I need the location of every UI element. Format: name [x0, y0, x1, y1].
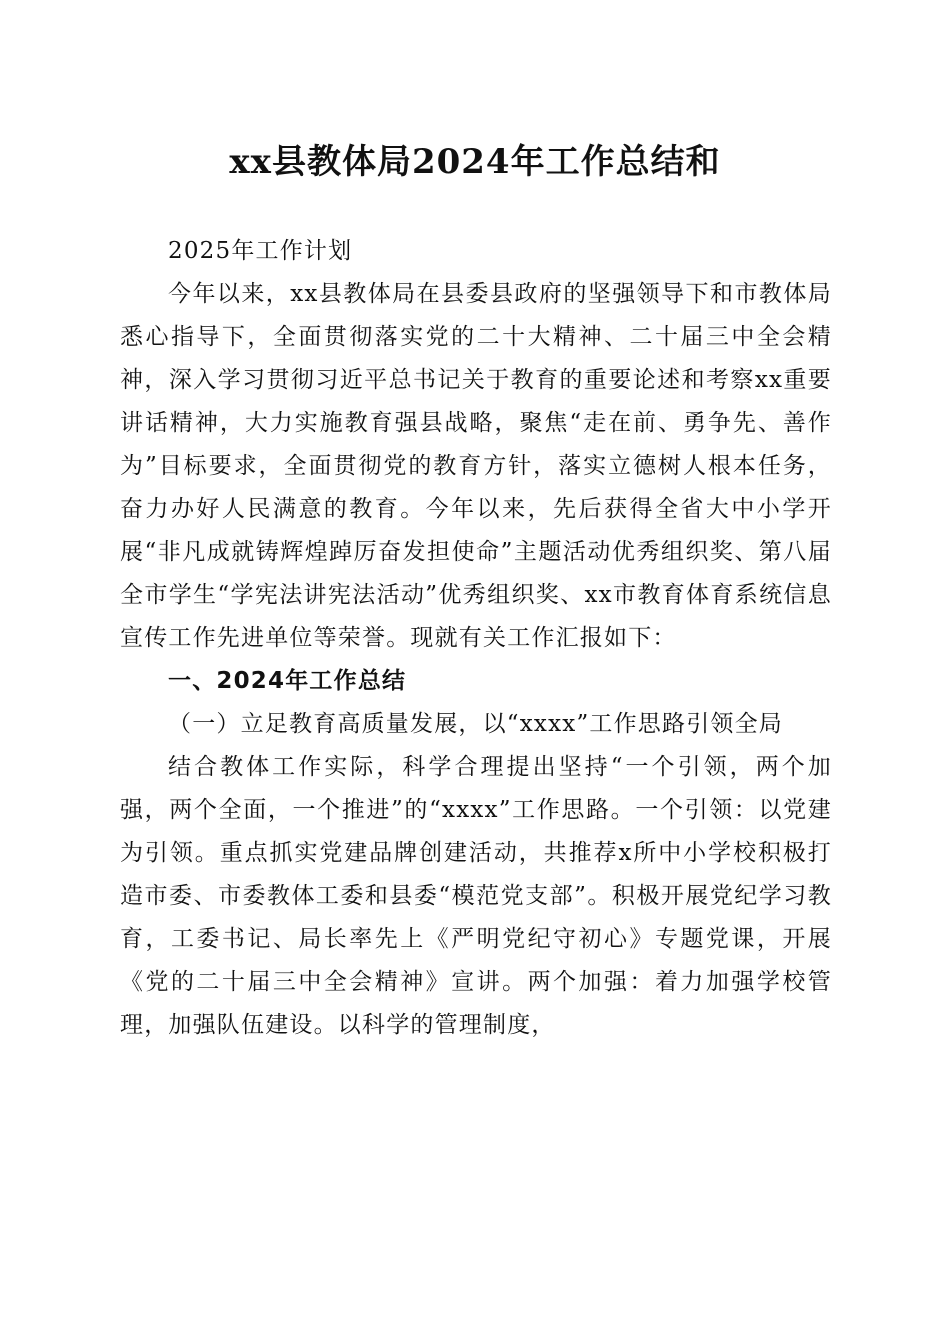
document-subtitle: 2025年工作计划 — [168, 238, 353, 264]
subsection-heading-1: （一）立足教育高质量发展，以“xxxx”工作思路引领全局 — [168, 711, 784, 737]
body-paragraph-1: 结合教体工作实际，科学合理提出坚持“一个引领，两个加强，两个全面，一个推进”的“xxxx”工作思路。一个引领：以党建为引领。重点抓实党建品牌创建活动，共推荐x所中小学校积极打造市委、市委教体工委和县委“模范党支部”。积极开展党纪学习教育，工委书记、局长率先上《严明党纪守初心》专题党课，开展《党的二十届三中全会精神》宣讲。两个加强：着力加强学校管理，加强队伍建设。以科学的管理制度， — [120, 754, 832, 1038]
intro-paragraph: 今年以来，xx县教体局在县委县政府的坚强领导下和市教体局悉心指导下，全面贯彻落实党的二十大精神、二十届三中全会精神，深入学习贯彻习近平总书记关于教育的重要论述和考察xx重要讲话精神，大力实施教育强县战略，聚焦“走在前、勇争先、善作为”目标要求，全面贯彻党的教育方针，落实立德树人根本任务，奋力办好人民满意的教育。今年以来，先后获得全省大中小学开展“非凡成就铸辉煌踔厉奋发担使命”主题活动优秀组织奖、第八届全市学生“学宪法讲宪法活动”优秀组织奖、xx市教育体育系统信息宣传工作先进单位等荣誉。现就有关工作汇报如下： — [120, 281, 832, 651]
document-body — [120, 230, 832, 1047]
document-title: xx县教体局2024年工作总结和 — [229, 142, 721, 182]
section-heading-1: 一、2024年工作总结 — [168, 668, 407, 694]
